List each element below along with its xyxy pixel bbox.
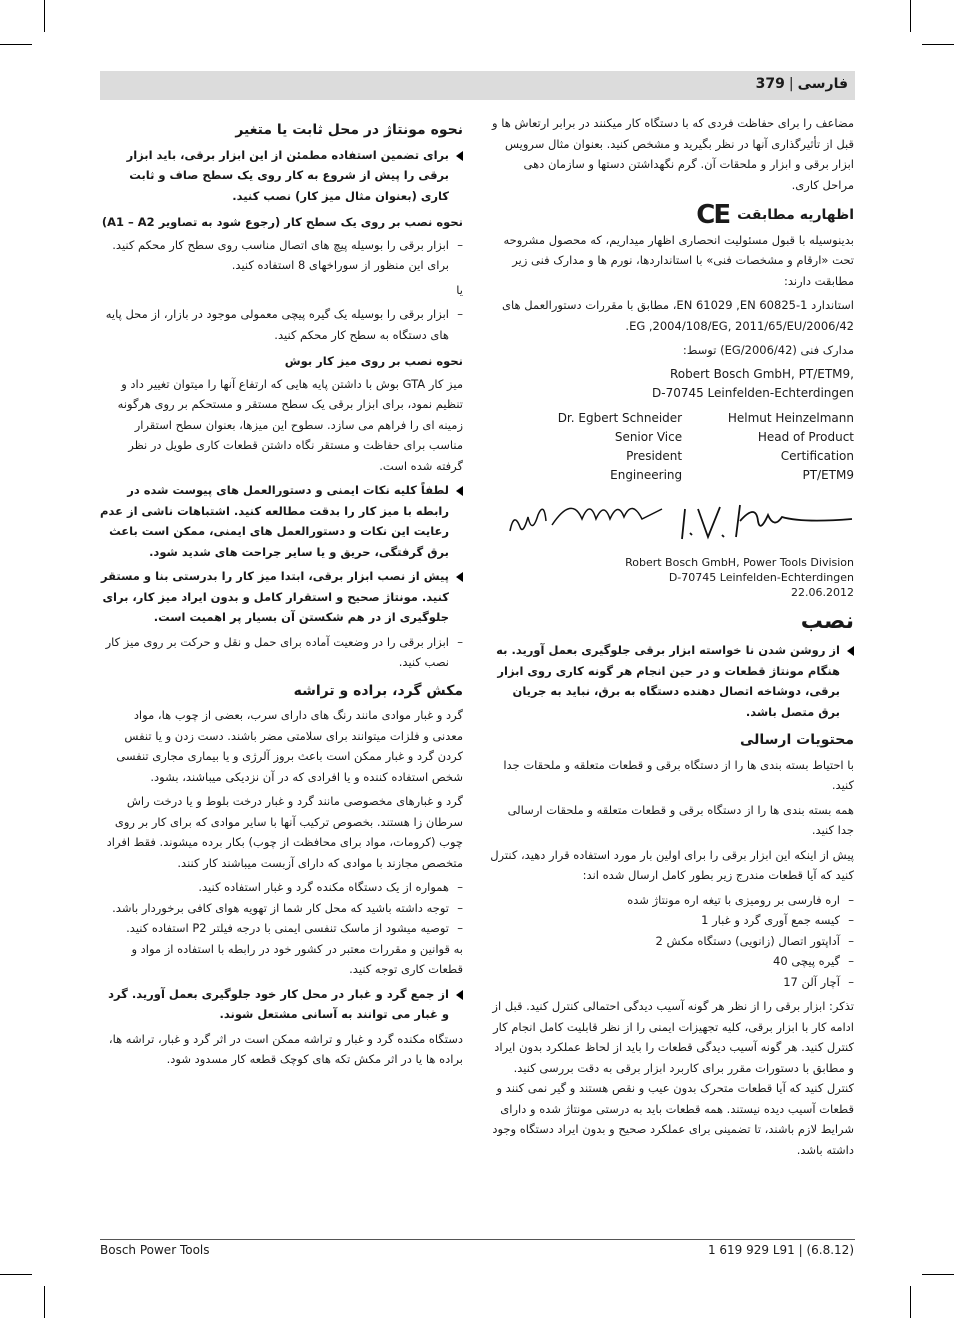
handwritten-signatures [490, 491, 854, 549]
crop-mark [910, 1286, 911, 1318]
subsection-title: نحوه نصب بر روی یک سطح کار (رجوع شود به تصاویر A1 – A2) [101, 215, 463, 229]
left-column [100, 120, 463, 1074]
warning-triangle-icon [456, 990, 463, 1000]
signatory-role: Senior Vice President [614, 429, 683, 463]
workbench-warning-text: لطفاً کلیه نکات ایمنی و دستورالعمل های پیوست شده در رابطه با میز کار را بدقت مطالعه کنید. اشتباهات ناشی از عدم رعایت این نکات و دستورالعمل های ایمنی، ممکن است باعث برق گرفتگی، حریق و یا سایر جراحت های شدید شود. [100, 483, 449, 559]
list-item: – ابزار برقی را بوسیله پیچ های اتصال مناسب روی سطح کار محکم کنید. برای این منظور از سوراخهای 8 استفاده کنید. [100, 235, 463, 276]
install-warning-text: از روشن شدن نا خواسته ابزار برقی جلوگیری بعمل آورید. به هنگام مونتاژ قطعات و در حین انجام هر گونه کاری روی ابزار برقی، دوشاخه اتصال دهنده دستگاه به برق، نباید به جریان برق متصل باشد. [496, 643, 840, 719]
contents-title: محتویات ارسالی [739, 732, 854, 748]
conformity-p3: مدارک فنی (2006/42/EG) توسط: [682, 343, 854, 357]
crop-mark [922, 44, 954, 45]
address-line: Robert Bosch GmbH, Power Tools Division [625, 555, 854, 569]
company-line: D-70745 Leinfelden-Echterdingen [652, 385, 854, 400]
signatory-name: Dr. Egbert Schneider [557, 410, 683, 425]
dust-warning-text: از جمع گرد و غبار در محل کار خود جلوگیری بعمل آورید. گرد و غبار می توانند به آسانی مشتعل شوند. [108, 986, 449, 1021]
list-item: – کیسه جمع آوری گرد و غبار 1 [490, 910, 854, 931]
address-date: 22.06.2012 [791, 585, 854, 599]
workbench-warning [100, 480, 463, 562]
address-line: D-70745 Leinfelden-Echterdingen [668, 570, 854, 584]
signatory-right [682, 409, 854, 485]
conformity-p2: استاندارد EN 61029 ,EN 60825-1، مطابق با مقررات دستورالعمل های 2006/42/EG ,2004/108/EG, 2011/65/EU. [502, 298, 854, 333]
conformity-title: اظهاریه مطابقت [737, 207, 854, 223]
warning-triangle-icon [456, 151, 463, 161]
warning-triangle-icon [847, 646, 854, 656]
conformity-p1: بدینوسیله با قبول مسئولیت انحصاری اظهار میداریم، که محصول مشروحه تحت «ارقام و مشخصات فنی» با استانداردها، نورم ها و مدارک فنی زیر مطابقت دارند: [503, 232, 854, 288]
address-block [490, 555, 854, 600]
footer-doc-id: 1 619 929 L91 | (6.8.12) [707, 1243, 854, 1257]
mounting-warning [100, 145, 463, 207]
clog-paragraph: دستگاه مکنده گرد و غبار و تراشه ممکن است در اثر گرد و غبار، تراشه ها، براده ها یا در اثر مکش تکه های کوچک قطعه کار مسدود شود. [108, 1031, 463, 1066]
company-line: Robert Bosch GmbH, PT/ETM9, [669, 366, 854, 381]
setup-warning [100, 566, 463, 628]
crop-mark [910, 0, 911, 32]
contents-list [490, 890, 854, 993]
dust-title: مکش گرد، براده و تراشه [293, 682, 463, 699]
crop-mark [44, 1286, 45, 1318]
crop-mark [0, 1274, 32, 1275]
mounting-title: نحوه مونتاژ در محل ثابت یا متغیر [235, 122, 463, 138]
warning-triangle-icon [456, 572, 463, 582]
page-header-bar [100, 71, 855, 100]
list-item: – اره فارسی بر رومیزی با تیغه اره مونتاژ شده [490, 890, 854, 911]
list-item: – آچار آلن 17 [490, 972, 854, 993]
list-item: – توصیه میشود از ماسک تنفسی ایمنی با درجه فیلتر P2 استفاده کنید. [100, 918, 463, 939]
signatures [490, 491, 854, 549]
signatory-role: Head of Product Certification [757, 429, 854, 463]
signatory-dept: PT/ETM9 [802, 467, 854, 482]
page-number: 379 [755, 76, 785, 92]
dust-paragraph: گرد و غبار موادی مانند رنگ های دارای سرب، بعضی از چوب ها، مواد معدنی و فلزات میتوانند برای سلامتی مضر باشند. دست زدن و یا تنفس کردن گرد و غبار ممکن است باعث بروز آلرژی و یا بیماری مجاری تنفسی شخص استفاده کننده و یا افرادی که در آن نزدیکی میباشند، بشود. [116, 708, 463, 784]
dust-warning [100, 984, 463, 1025]
signatories [490, 409, 854, 485]
subsection-title: نحوه نصب بر روی میز کار بوش [284, 354, 463, 368]
install-warning [490, 640, 854, 722]
list-item: – آداپتور اتصال (زانویی) دستگاه مکش 2 [490, 931, 854, 952]
list-item: – ابزار برقی را بوسیله یک گیره پیچی معمولی موجود در بازار، از محل پایه های دستگاه به سطح کار محکم کنید. [100, 304, 463, 345]
laws-paragraph: به قوانین و مقررات معتبر در کشور خود در رابطه با استفاده از مواد و قطعات کاری توجه کنید. [131, 941, 463, 976]
right-column [490, 113, 854, 1164]
company-block [490, 365, 854, 403]
list-item: – همواره از یک دستگاه مکنده گرد و غبار استفاده کنید. [100, 877, 463, 898]
list-item: – ابزار برقی را در وضعیت آماده برای حمل و نقل و حرکت بر روی میز کار نصب کنید. [100, 632, 463, 673]
signatory-dept: Engineering [610, 467, 683, 482]
list-item: – گیره پیچی 40 [490, 951, 854, 972]
setup-warning-text: پیش از نصب ابزار برقی، ابتدا میز کار را بدرستی بنا و مستقر کنید. مونتاژ صحیح و استقرار کامل و بدون ایراد میز کار، برای جلوگیری از در هم شکستن آن بسیار پر اهمیت است. [100, 569, 449, 624]
crop-mark [922, 1274, 954, 1275]
footer-divider [100, 1239, 855, 1240]
dust-list [100, 877, 463, 939]
or-text: یا [456, 282, 463, 297]
contents-p1: با احتیاط بسته بندی ها را از دستگاه برقی و قطعات متعلقه و ملحقات جدا کنید. [503, 757, 854, 792]
conformity-heading [490, 200, 854, 230]
footer-brand: Bosch Power Tools [100, 1243, 210, 1257]
page-header: فارسی|379 [755, 76, 848, 92]
install-title: نصب [800, 608, 854, 634]
dust-paragraph: گرد و غبارهای مخصوصی مانند گرد و غبار درخت بلوط و یا درخت راش سرطان زا هستند. بخصوص ترکیب آنها با سایر موادی که برای کار بر روی چوب (کرومات، مواد برای محافظت از چوب) بکار برده میشوند. فقط افراد متخصص مجازند با موادی که دارای آزبست میباشند کار کنند. [106, 794, 463, 870]
crop-mark [0, 44, 32, 45]
mounting-warning-text: برای تضمین استفاده مطمئن از این ابزار برقی، باید ابزار برقی را پیش از شروع به کار روی یک سطح صاف و ثابت کاری (بعنوان مثال میز کار) نصب کنید. [126, 147, 449, 203]
list-item: – توجه داشته باشید که محل کار شما از تهویه هوای کافی برخوردار باشد. [100, 898, 463, 919]
gta-paragraph: میز کار GTA بوش با داشتن پایه هایی که ارتفاع آنها را میتوان تغییر داد و تنظیم نمود، برای ابزار برقی یک سطح مستقر و مستحکم بر روی هرگونه زمینه ای را فراهم می سازد. سطوح این میزها، بعنوان سطح استقرار مناسب برای حفاظت و مستقر نگاه داشتن قطعات کاری طویل در نظر گرفته شده است. [117, 376, 463, 473]
contents-p2: همه بسته بندی ها را از دستگاه برقی و قطعات متعلقه و ملحقات ارسالی جدا کنید. [507, 802, 854, 837]
warning-triangle-icon [456, 486, 463, 496]
signatory-name: Helmut Heinzelmann [727, 410, 854, 425]
ce-mark-icon: CE [696, 200, 730, 230]
contents-p3: پیش از اینکه این ابزار برقی را برای اولین بار مورد استفاده قرار دهید، کنترل کنید که آیا قطعات مندرج زیر بطور کامل ارسال شده اند: [490, 847, 854, 882]
signatory-left [556, 409, 682, 485]
header-language: فارسی [797, 76, 848, 92]
note-paragraph: تذکر: ابزار برقی را از نظر هر گونه آسیب دیدگی احتمالی کنترل کنید. قبل از ادامه کار با ابزار برقی، کلیه تجهیزات ایمنی را از نظر قابلیت کامل انجام کار کنترل کنید. هر گونه آسیب دیدگی قطعات را باید از لحاظ عملکرد بدون ایراد و مطابق با دستورات مقرر برای کاربرد ابزار برقی به دقت بررسی کنید. کنترل کنید که آیا قطعات متحرک بدون عیب و نقص هستند و گیر نمی کنند و قطعات آسیب دیده نیستند. همه قطعات باید به درستی مونتاژ شده و دارای شرایط لازم باشند، تا تضمینی برای عملکرد صحیح و بدون ایراد دستگاه وجود داشته باشد. [492, 999, 854, 1157]
vibration-intro: مضاعف را برای حفاظت فردی که با دستگاه کار میکنند در برابر ارتعاش ها و قبل از تأثیرگذاری آنها در نظر بگیرید و مشخص کنید. بعنوان مثال سرویس ابزار برقی و ابزار و ملحقات آن. گرم نگهداشتن دستها و سازمان دهی مراحل کاری. [492, 116, 854, 192]
crop-mark [44, 0, 45, 32]
